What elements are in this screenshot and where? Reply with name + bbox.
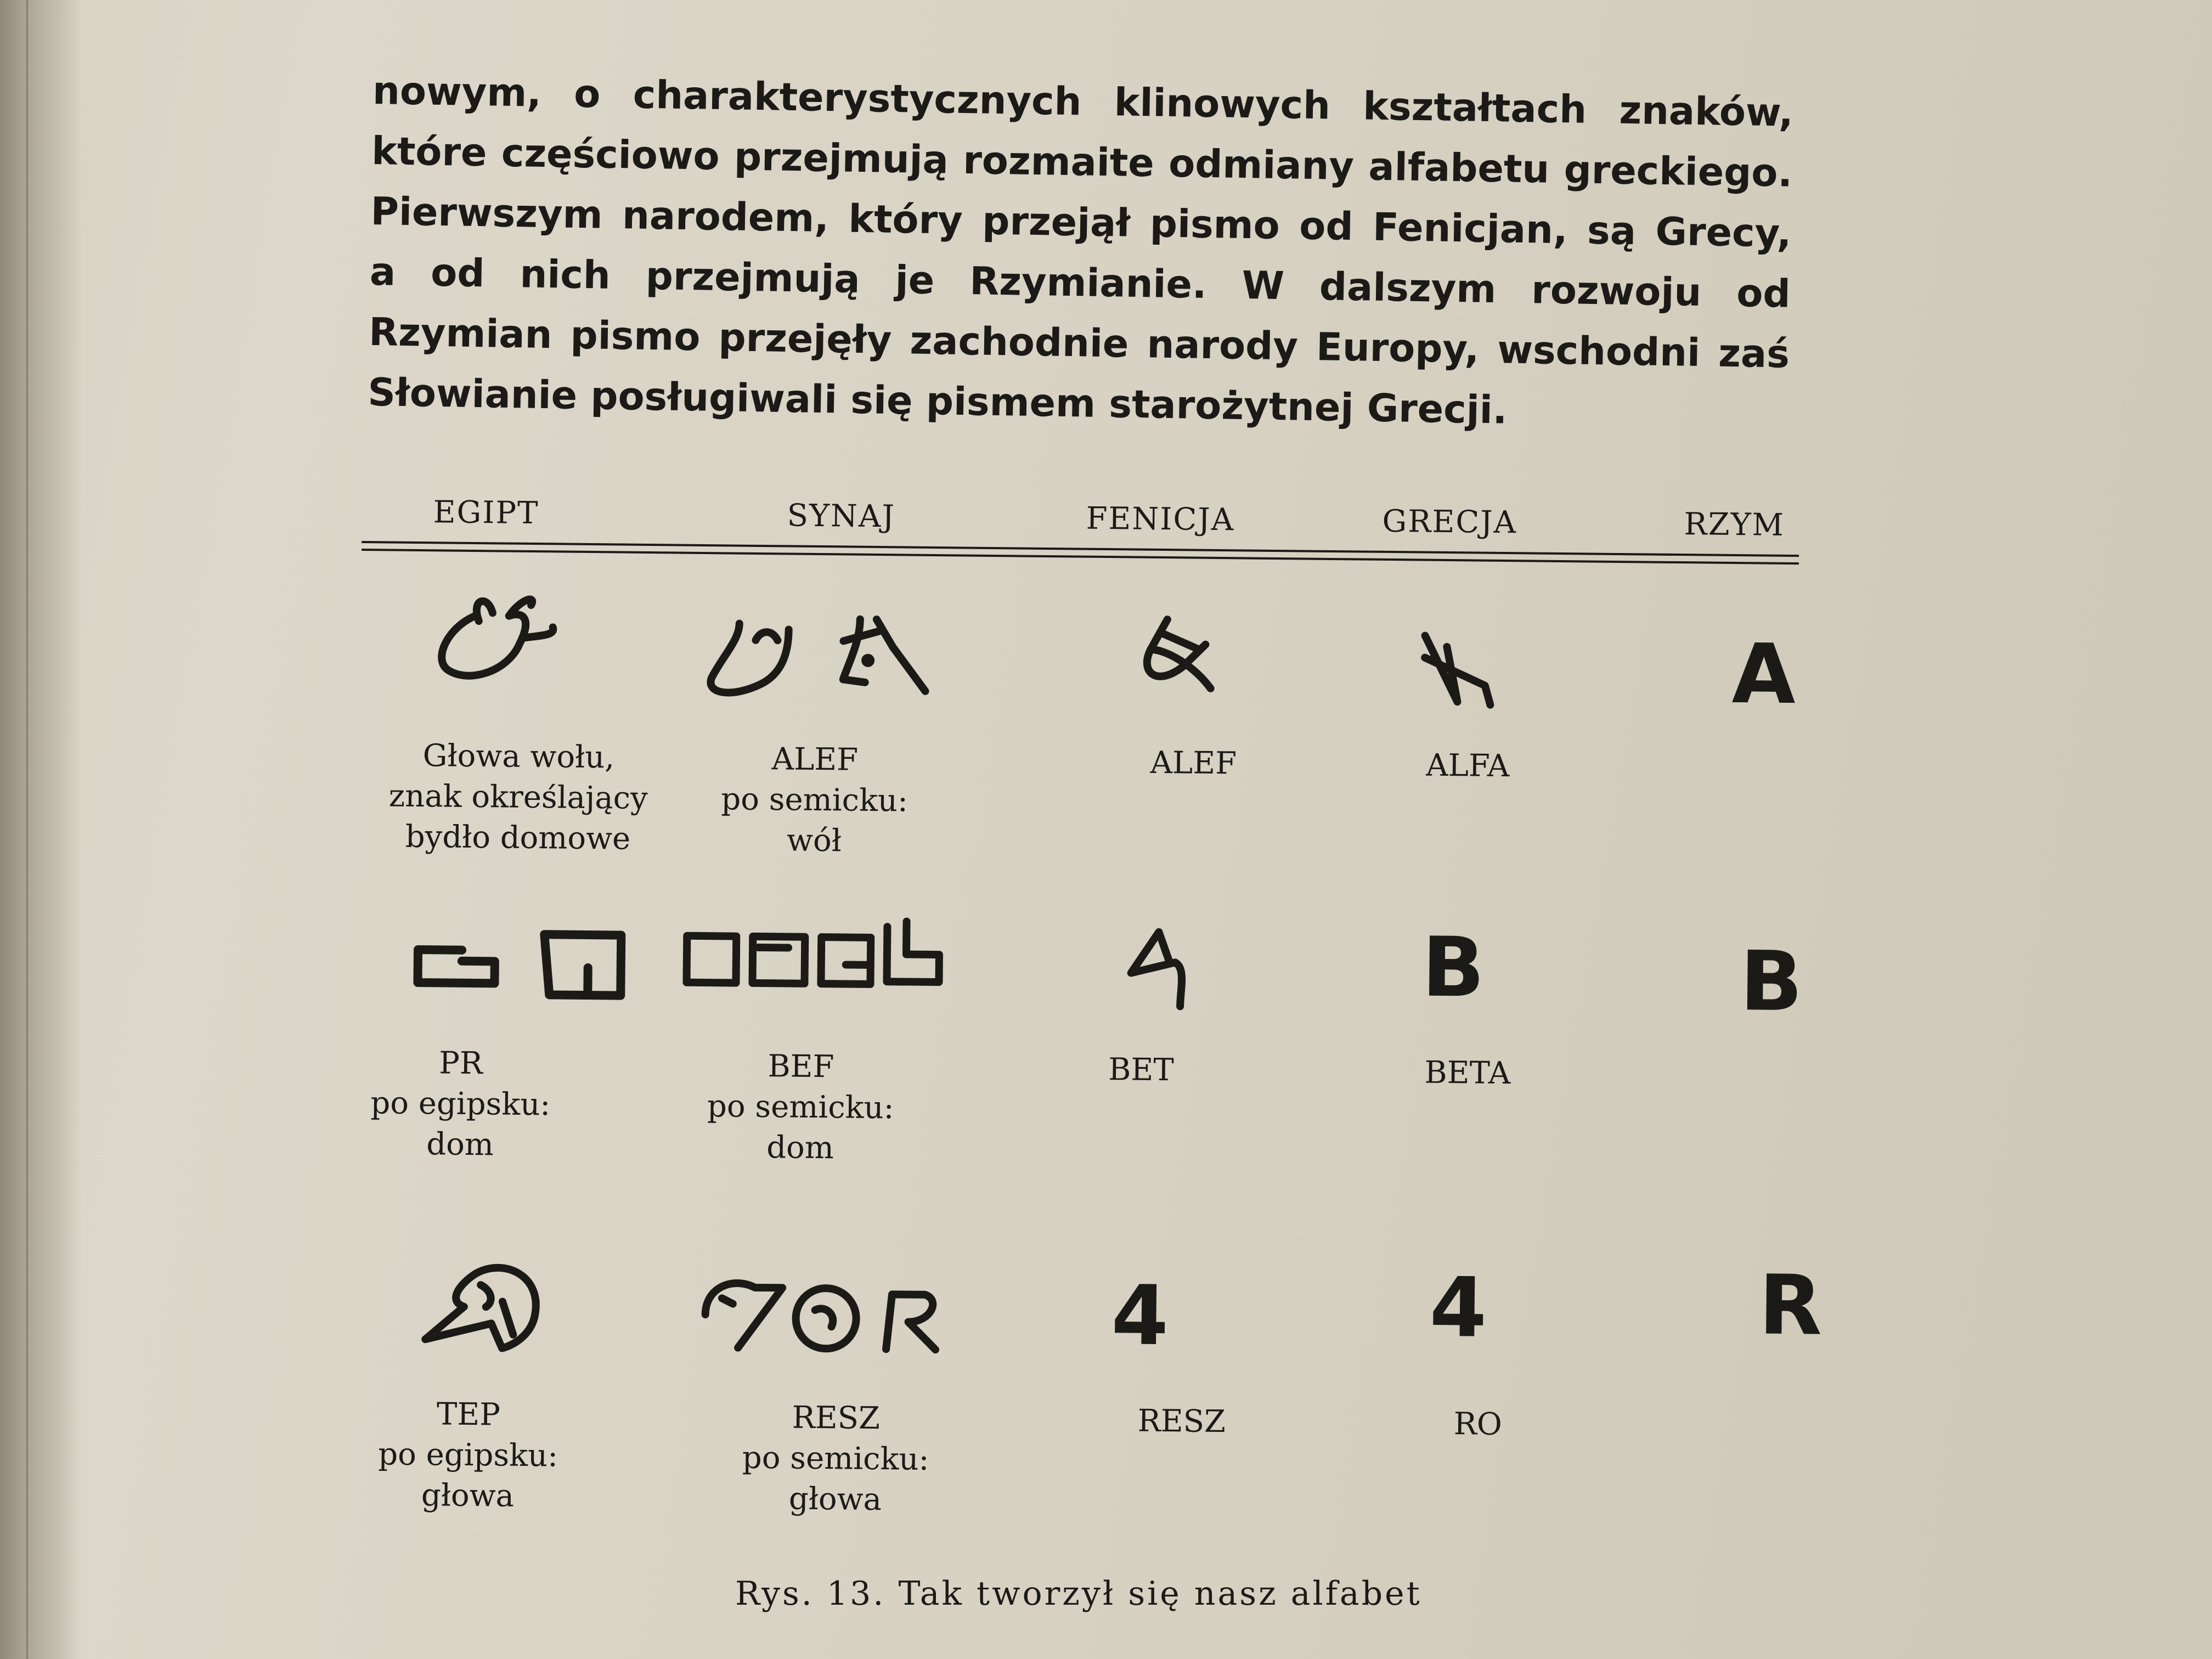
label-line: RESZ — [792, 1400, 881, 1437]
label-line: po semicku: — [707, 1088, 894, 1126]
alpha-greek-icon — [1413, 624, 1502, 713]
head-hieroglyph-icon — [409, 1251, 563, 1363]
rho-greek-icon: 4 — [1429, 1260, 1488, 1356]
label-line: TEP — [436, 1396, 501, 1433]
label-line: wół — [786, 822, 842, 859]
figure-caption: Rys. 13. Tak tworzył się nasz alfabet — [735, 1575, 1422, 1613]
grecja-label-row1: ALFA — [1425, 747, 1510, 785]
label-line: głowa — [788, 1481, 882, 1518]
resh-phoenician-icon: 4 — [1110, 1268, 1169, 1364]
book-spine-shadow — [0, 0, 82, 1659]
paragraph-line: Rzymian pismo przejęły zachodnie narody Europy, wschodni zaś — [368, 309, 1790, 377]
synaj-label-row1 — [699, 738, 930, 862]
label-line: dom — [426, 1126, 494, 1163]
label-line: dom — [766, 1130, 834, 1166]
label-line: po semicku: — [721, 781, 909, 819]
ox-head-hieroglyph-icon — [426, 582, 570, 693]
synaj-label-row3 — [725, 1397, 946, 1521]
egypt-label-row3 — [352, 1393, 584, 1517]
column-header-synaj: SYNAJ — [787, 498, 896, 535]
fenicja-label-row1: ALEF — [1150, 744, 1237, 782]
head-sinai-icons — [694, 1265, 953, 1361]
label-line: bydło domowe — [405, 819, 631, 857]
latin-letter-a: A — [1731, 626, 1796, 723]
label-line: PR — [438, 1045, 483, 1082]
bet-phoenician-icon — [1120, 923, 1209, 1012]
column-header-rzym: RZYM — [1684, 506, 1785, 543]
label-line: Głowa wołu, — [422, 738, 615, 776]
body-paragraph — [368, 60, 1794, 445]
column-header-grecja: GRECJA — [1382, 503, 1517, 541]
paragraph-line: które częściowo przejmują rozmaite odmiany alfabetu greckiego. — [371, 128, 1793, 196]
label-line: BEF — [768, 1048, 834, 1085]
paragraph-line: nowym, o charakterystycznych klinowych kształtach znaków, — [372, 67, 1794, 136]
beta-greek-icon: B — [1421, 919, 1485, 1016]
fenicja-label-row3: RESZ — [1137, 1403, 1226, 1440]
paragraph-line: a od nich przejmują je Rzymianie. W dalszym rozwoju od — [369, 249, 1791, 317]
latin-letter-r: R — [1758, 1257, 1823, 1354]
house-hieroglyph-icon — [412, 922, 643, 1007]
paragraph-line: Pierwszym narodem, który przejął pismo od Fenicjan, są Grecy, — [370, 188, 1792, 256]
grecja-label-row2: BETA — [1424, 1054, 1511, 1092]
header-rule-bottom — [362, 549, 1799, 565]
label-line: znak określający — [388, 778, 648, 817]
alphabet-evolution-table — [351, 494, 1823, 1632]
column-header-egipt: EGIPT — [433, 494, 539, 532]
grecja-label-row3: RO — [1453, 1406, 1503, 1443]
egypt-label-row1 — [359, 735, 678, 860]
fenicja-label-row2: BET — [1108, 1052, 1174, 1088]
label-line: po semicku: — [742, 1440, 929, 1477]
label-line: po egipsku: — [370, 1085, 551, 1123]
paragraph-line: Słowianie posługiwali się pismem starożytnej Grecji. — [367, 369, 1508, 433]
column-header-fenicja: FENICJA — [1086, 500, 1235, 538]
ox-head-sinai-icons — [700, 607, 948, 713]
binding-thread — [26, 0, 28, 1659]
label-line: po egipsku: — [378, 1436, 558, 1474]
synaj-label-row2 — [690, 1046, 911, 1170]
label-line: ALEF — [771, 741, 859, 778]
header-rule-top — [362, 541, 1799, 557]
label-line: głowa — [421, 1477, 515, 1514]
egypt-label-row2 — [356, 1042, 565, 1166]
latin-letter-b: B — [1739, 934, 1803, 1030]
house-sinai-icons — [681, 903, 945, 999]
aleph-phoenician-icon — [1128, 611, 1239, 705]
